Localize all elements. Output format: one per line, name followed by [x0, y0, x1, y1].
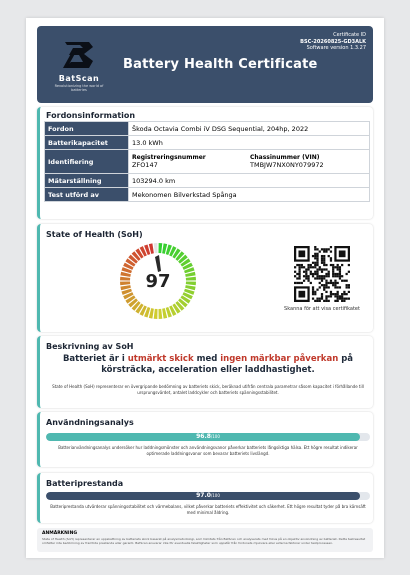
qr-module	[301, 266, 303, 268]
qr-module	[328, 271, 330, 273]
qr-module	[296, 273, 298, 275]
qr-module	[316, 255, 318, 257]
qr-module	[341, 280, 343, 282]
qr-module	[321, 262, 323, 264]
usage-progress-bar	[46, 433, 370, 441]
qr-module	[321, 293, 323, 295]
qr-module	[321, 257, 323, 259]
qr-module	[301, 264, 303, 266]
qr-module	[319, 266, 321, 268]
qr-module	[348, 264, 350, 266]
qr-module	[346, 273, 348, 275]
certificate-id-label: Certificate ID	[333, 32, 366, 38]
gauge-pointer	[155, 255, 161, 272]
qr-module	[296, 282, 298, 284]
qr-module	[298, 264, 300, 266]
qr-module	[294, 271, 296, 273]
qr-module	[348, 291, 350, 293]
qr-module	[296, 277, 298, 279]
qr-module	[325, 291, 327, 293]
reg-number-label: Registreringsnummer	[132, 154, 206, 161]
qr-module	[307, 268, 309, 270]
qr-module	[334, 286, 336, 288]
qr-module	[337, 264, 339, 266]
qr-module	[346, 280, 348, 282]
qr-module	[334, 275, 336, 277]
qr-module	[298, 277, 300, 279]
usage-score-value: 96.8	[196, 433, 211, 440]
qr-module	[323, 284, 325, 286]
qr-module	[321, 275, 323, 277]
qr-module	[346, 293, 348, 295]
qr-module	[323, 300, 325, 302]
qr-module	[341, 293, 343, 295]
vehicle-info-heading: Fordonsinformation	[46, 111, 136, 120]
statement-highlight: utmärkt skick	[127, 354, 194, 364]
soh-statement	[50, 354, 366, 376]
qr-module	[330, 293, 332, 295]
qr-module	[343, 293, 345, 295]
qr-module	[298, 275, 300, 277]
performance-score-unit: /100	[210, 493, 220, 498]
qr-module	[337, 266, 339, 268]
qr-module	[328, 282, 330, 284]
remark-text: State of Health (SoH) representerar en uppskattning av batteriets skick baserat på analysmetodologi, som hämtats från BatScan och analyserats med fokus på en objektiv användning av batteriet. Detta testresultat omfattar inte bedömning av framtida prestanda eller garanti. BatScan ansvarar inte för eventuella felaktigheter som uppstår från fordonets mjukvara eller externa faktorer under testprocessen.	[42, 537, 366, 545]
qr-caption: Skanna för att visa certifikatet	[284, 306, 360, 312]
qr-module	[328, 248, 330, 250]
qr-module	[316, 271, 318, 273]
qr-module	[316, 257, 318, 259]
soh-description-heading: Beskrivning av SoH	[46, 342, 134, 351]
certificate-sheet	[26, 18, 384, 558]
qr-module	[337, 298, 339, 300]
qr-module	[312, 291, 314, 293]
qr-module	[312, 273, 314, 275]
batscan-logo-icon	[59, 38, 99, 72]
qr-module	[307, 264, 309, 266]
qr-module	[337, 275, 339, 277]
qr-module	[319, 268, 321, 270]
qr-module	[314, 248, 316, 250]
qr-module	[316, 277, 318, 279]
qr-module	[310, 266, 312, 268]
certificate-id: BSC-20260825-GD3ALK	[300, 38, 366, 45]
vehicle-info-card	[37, 107, 373, 219]
statement-part: med	[193, 354, 221, 364]
qr-module	[339, 271, 341, 273]
qr-module	[325, 286, 327, 288]
qr-module	[330, 246, 332, 248]
qr-module	[323, 259, 325, 261]
qr-module	[298, 268, 300, 270]
remark-box	[37, 528, 373, 552]
qr-module	[316, 273, 318, 275]
qr-module	[321, 259, 323, 261]
qr-module	[334, 282, 336, 284]
qr-module	[314, 291, 316, 293]
vin-label: Chassinummer (VIN)	[250, 154, 320, 161]
gauge-segment	[154, 243, 158, 253]
qr-module	[319, 300, 321, 302]
qr-module	[314, 266, 316, 268]
qr-module	[348, 286, 350, 288]
qr-module	[312, 298, 314, 300]
logo-subtitle: Revolutionizing the world of batteries	[54, 84, 104, 92]
qr-module	[314, 262, 316, 264]
gauge-segment	[158, 243, 162, 253]
qr-module	[341, 295, 343, 297]
qr-module	[325, 282, 327, 284]
remark-heading: ANMÄRKNING	[42, 531, 78, 536]
qr-module	[305, 268, 307, 270]
usage-description: Batterianvändningsanalys undersöker hur laddningsmönster och användningsvanor påverkar batteriets långsiktiga hälsa. Ett högre resultat indikerar optimerade laddningsvanor som bevarar batteriets livslängd.	[58, 445, 358, 456]
battery-performance-card	[37, 473, 373, 523]
qr-module	[330, 280, 332, 282]
row-key: Mätarställning	[45, 174, 129, 188]
qr-module	[337, 295, 339, 297]
qr-module	[325, 295, 327, 297]
qr-module	[330, 250, 332, 252]
row-key: Test utförd av	[45, 188, 129, 202]
qr-module	[298, 271, 300, 273]
performance-description: Batteriprestanda utvärderar spänningsstabilitet och värmebalans, vilket påverkar batteriets effektivitet och säkerhet. Ett högre resultat tyder på bra kärnsäft med minimal åldring.	[50, 504, 366, 515]
qr-module	[312, 262, 314, 264]
row-key: Batterikapacitet	[45, 136, 129, 150]
table-row	[45, 174, 370, 188]
performance-score-value: 97.0	[196, 492, 211, 499]
qr-finder	[298, 250, 305, 257]
usage-score	[46, 433, 370, 441]
qr-module	[332, 284, 334, 286]
qr-module	[321, 280, 323, 282]
qr-module	[328, 275, 330, 277]
soh-value: 97	[145, 271, 171, 292]
qr-module	[316, 248, 318, 250]
qr-module	[339, 298, 341, 300]
qr-module	[328, 255, 330, 257]
qr-module	[314, 257, 316, 259]
qr-finder	[298, 291, 305, 298]
qr-module	[296, 264, 298, 266]
qr-module	[325, 280, 327, 282]
qr-module	[323, 257, 325, 259]
qr-module	[330, 257, 332, 259]
qr-module	[294, 282, 296, 284]
qr-module	[330, 264, 332, 266]
qr-module	[339, 286, 341, 288]
qr-module	[303, 275, 305, 277]
qr-module	[316, 262, 318, 264]
qr-module	[321, 255, 323, 257]
qr-module	[321, 298, 323, 300]
qr-module	[303, 266, 305, 268]
qr-module	[339, 268, 341, 270]
soh-heading: State of Health (SoH)	[46, 230, 143, 239]
qr-module	[312, 266, 314, 268]
qr-module	[343, 300, 345, 302]
table-row	[45, 136, 370, 150]
qr-module	[339, 273, 341, 275]
qr-module	[343, 298, 345, 300]
row-key: Identifiering	[45, 150, 129, 174]
qr-module	[310, 264, 312, 266]
qr-module	[330, 295, 332, 297]
qr-module	[314, 300, 316, 302]
qr-module	[341, 264, 343, 266]
qr-module	[334, 293, 336, 295]
qr-module	[328, 286, 330, 288]
qr-module	[334, 284, 336, 286]
certificate-meta	[300, 32, 366, 52]
qr-module	[325, 273, 327, 275]
qr-module	[319, 277, 321, 279]
qr-module	[321, 268, 323, 270]
qr-module	[341, 298, 343, 300]
qr-module	[310, 273, 312, 275]
qr-module	[332, 275, 334, 277]
qr-module	[316, 298, 318, 300]
row-value: Škoda Octavia Combi iV DSG Sequential, 204hp, 2022	[129, 122, 370, 136]
qr-module	[339, 266, 341, 268]
qr-module	[307, 275, 309, 277]
qr-module	[316, 268, 318, 270]
qr-module	[310, 271, 312, 273]
qr-module	[314, 255, 316, 257]
qr-module	[325, 284, 327, 286]
vin-value: TMBJW7NX0NY079972	[250, 161, 324, 169]
qr-module	[332, 273, 334, 275]
qr-module	[346, 298, 348, 300]
certificate-title: Battery Health Certificate	[123, 57, 318, 72]
qr-module	[323, 264, 325, 266]
qr-module	[323, 268, 325, 270]
batscan-logo	[47, 38, 111, 94]
qr-module	[332, 264, 334, 266]
qr-module	[314, 271, 316, 273]
qr-module	[348, 271, 350, 273]
battery-performance-heading: Batteriprestanda	[46, 479, 124, 488]
qr-module	[330, 282, 332, 284]
qr-module	[316, 289, 318, 291]
qr-module	[321, 277, 323, 279]
qr-module	[312, 286, 314, 288]
qr-module	[325, 250, 327, 252]
qr-module	[325, 300, 327, 302]
gauge-segment	[154, 309, 158, 319]
row-value: Mekonomen Bilverkstad Spånga	[129, 188, 370, 202]
statement-part: Batteriet är i	[62, 354, 128, 364]
qr-module	[325, 298, 327, 300]
table-row	[45, 188, 370, 202]
qr-module	[303, 271, 305, 273]
qr-module	[323, 248, 325, 250]
qr-module	[337, 293, 339, 295]
soh-gauge	[118, 241, 198, 321]
qr-module	[314, 246, 316, 248]
qr-module	[312, 255, 314, 257]
usage-analysis-heading: Användningsanalys	[46, 418, 134, 427]
qr-module	[337, 291, 339, 293]
qr-module	[332, 266, 334, 268]
qr-module	[321, 248, 323, 250]
qr-module	[323, 250, 325, 252]
usage-analysis-card	[37, 412, 373, 467]
table-row	[45, 122, 370, 136]
qr-module	[341, 300, 343, 302]
qr-module	[305, 275, 307, 277]
qr-module	[310, 282, 312, 284]
qr-module	[332, 268, 334, 270]
qr-module	[332, 271, 334, 273]
qr-module	[314, 293, 316, 295]
qr-module	[334, 295, 336, 297]
qr-module	[316, 259, 318, 261]
qr-module	[298, 266, 300, 268]
qr-module	[294, 266, 296, 268]
reg-number-value: ZFO147	[132, 161, 158, 169]
qr-module	[332, 293, 334, 295]
qr-module	[330, 259, 332, 261]
qr-module	[348, 298, 350, 300]
soh-card	[37, 224, 373, 332]
qr-module	[337, 286, 339, 288]
qr-module	[328, 300, 330, 302]
qr-module	[337, 268, 339, 270]
qr-module	[298, 282, 300, 284]
vehicle-info-table	[44, 121, 370, 202]
qr-module	[332, 282, 334, 284]
qr-module	[346, 284, 348, 286]
qr-module	[334, 266, 336, 268]
qr-module	[316, 253, 318, 255]
qr-module	[343, 280, 345, 282]
statement-highlight: ingen märkbar påverkan	[220, 354, 339, 364]
qr-module	[334, 280, 336, 282]
qr-module	[343, 291, 345, 293]
qr-module	[334, 273, 336, 275]
qr-module	[314, 273, 316, 275]
qr-module	[303, 280, 305, 282]
qr-module	[346, 286, 348, 288]
gauge-segment	[158, 309, 162, 319]
qr-module	[298, 273, 300, 275]
qr-module	[323, 277, 325, 279]
qr-module	[307, 277, 309, 279]
qr-module	[328, 273, 330, 275]
qr-module	[312, 293, 314, 295]
qr-module	[337, 273, 339, 275]
qr-module	[328, 295, 330, 297]
qr-module	[323, 275, 325, 277]
qr-module	[319, 282, 321, 284]
qr-module	[312, 275, 314, 277]
qr-module	[339, 295, 341, 297]
qr-module	[316, 264, 318, 266]
row-value: 103294.0 km	[129, 174, 370, 188]
qr-module	[316, 275, 318, 277]
qr-module	[323, 262, 325, 264]
statement-part: på körsträcka, acceleration eller laddhastighet.	[101, 354, 354, 375]
qr-module	[330, 291, 332, 293]
performance-progress-bar	[46, 492, 370, 500]
performance-score	[46, 492, 370, 500]
certificate-header	[37, 26, 373, 103]
qr-module	[319, 298, 321, 300]
qr-finder	[339, 250, 346, 257]
qr-module	[307, 280, 309, 282]
qr-module	[337, 300, 339, 302]
qr-module	[312, 289, 314, 291]
qr-module	[321, 295, 323, 297]
qr-code[interactable]	[294, 246, 350, 302]
qr-module	[307, 266, 309, 268]
qr-module	[301, 282, 303, 284]
qr-module	[305, 277, 307, 279]
qr-module	[314, 277, 316, 279]
qr-module	[325, 268, 327, 270]
qr-module	[305, 271, 307, 273]
qr-module	[325, 248, 327, 250]
usage-score-unit: /100	[210, 434, 220, 439]
qr-module	[323, 289, 325, 291]
qr-module	[323, 255, 325, 257]
soh-description-text: State of Health (SoH) representerar en övergripande bedömning av batteriets skick, beräknad utifrån centrala parametrar såsom kapacitet i förhållande till ursprungsvärdet, antalet laddcykler och batteriets spänningsstabilitet.	[52, 384, 364, 395]
table-row	[45, 150, 370, 174]
qr-module	[319, 275, 321, 277]
qr-module	[325, 264, 327, 266]
qr-module	[321, 284, 323, 286]
qr-module	[341, 275, 343, 277]
qr-module	[316, 300, 318, 302]
soh-description-card	[37, 336, 373, 408]
qr-module	[319, 250, 321, 252]
qr-module	[339, 277, 341, 279]
qr-module	[305, 273, 307, 275]
qr-module	[337, 282, 339, 284]
qr-module	[321, 271, 323, 273]
row-value: 13.0 kWh	[129, 136, 370, 150]
qr-module	[314, 253, 316, 255]
qr-module	[348, 284, 350, 286]
qr-module	[325, 275, 327, 277]
qr-module	[323, 286, 325, 288]
qr-module	[339, 275, 341, 277]
qr-module	[334, 300, 336, 302]
logo-text: BatScan	[58, 74, 100, 83]
qr-module	[314, 264, 316, 266]
qr-module	[319, 286, 321, 288]
software-version: Software version 1.3.27	[306, 45, 366, 51]
qr-module	[294, 275, 296, 277]
row-key: Fordon	[45, 122, 129, 136]
identification-cell	[129, 150, 370, 174]
